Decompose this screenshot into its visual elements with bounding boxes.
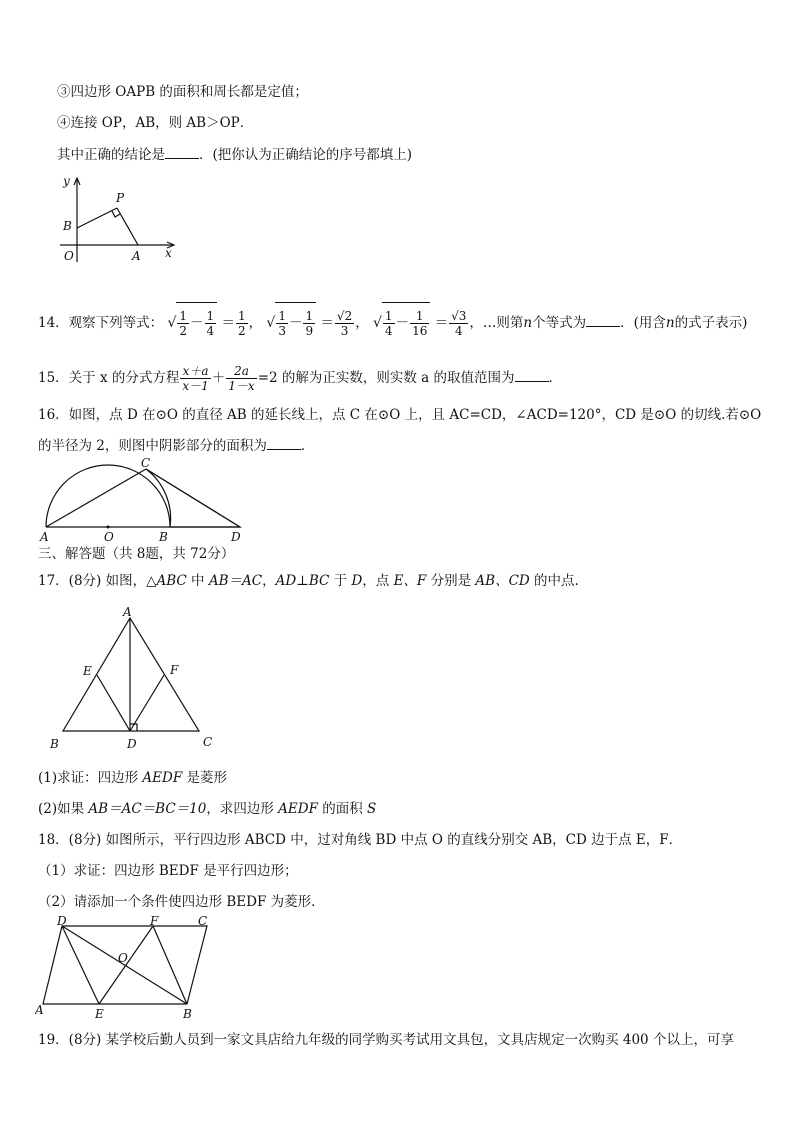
point-a-label: A bbox=[123, 605, 132, 619]
point-o-label: O bbox=[64, 249, 74, 263]
q17-sub2: (2)如果 AB＝AC＝BC＝10，求四边形 AEDF 的面积 S bbox=[38, 801, 377, 817]
point-c-label: C bbox=[203, 735, 213, 749]
point-d-label: D bbox=[127, 737, 137, 751]
q18-sub2: （2）请添加一个条件使四边形 BEDF 为菱形． bbox=[38, 894, 325, 910]
point-o-label: O bbox=[118, 951, 128, 965]
q16-figure bbox=[38, 457, 248, 547]
q17-sub1: (1)求证：四边形 AEDF 是菱形 bbox=[38, 770, 228, 786]
q18-stem: 18．(8分) 如图所示，平行四边形 ABCD 中，过对角线 BD 中点 O 的直线分别交 AB，CD 边于点 E，F． bbox=[38, 832, 683, 848]
answer-blank bbox=[165, 146, 199, 159]
q19-stem: 19．(8分) 某学校后勤人员到一家文具店给九年级的同学购买考试用文具包，文具店规定一次购买 400 个以上，可享 bbox=[38, 1032, 734, 1048]
point-e-label: E bbox=[95, 1007, 104, 1021]
point-f-label: F bbox=[170, 663, 179, 677]
q14-line: 14．观察下列等式： √ $\frac{1}{2}$ － $\frac{1}{4}$ ＝ $\frac{1}{2}$ ， √ $\frac{1}{3}$ － $\frac{1}{9}$ ＝ $\frac{√2}{3}$ ， √ $\frac{1}{4}$ － $\frac{1}{16}$ ＝ $\frac{√3}{4}$ ，…则第n个等式为 ．(用含n的式子表示) bbox=[38, 302, 747, 346]
point-e-label: E bbox=[83, 664, 92, 678]
answer-blank bbox=[267, 437, 301, 450]
point-b-label: B bbox=[63, 219, 72, 233]
q16-line2: 的半径为 2，则图中阴影部分的面积为 ． bbox=[38, 438, 315, 454]
q18-figure bbox=[35, 914, 215, 1022]
axis-y-label: y bbox=[63, 174, 70, 188]
q15-line: 15．关于 x 的分式方程 $\frac{x+a}{x-1}$ ＋ $\frac{2a}{1-x}$ =2 的解为正实数，则实数 a 的取值范围为 ． bbox=[38, 364, 563, 393]
point-b-label: B bbox=[183, 1007, 192, 1021]
q13-item4: ④连接 OP，AB，则 AB＞OP． bbox=[57, 115, 254, 131]
answer-blank bbox=[586, 314, 620, 327]
section-heading: 三、解答题（共 8题，共 72分） bbox=[38, 546, 235, 562]
point-a-label: A bbox=[132, 249, 141, 263]
point-c-label: C bbox=[141, 457, 151, 470]
point-b-label: B bbox=[159, 530, 168, 544]
point-d-label: D bbox=[231, 530, 241, 544]
point-c-label: C bbox=[198, 914, 208, 928]
point-o-label: O bbox=[104, 530, 114, 544]
q18-sub1: （1）求证：四边形 BEDF 是平行四边形； bbox=[38, 863, 298, 879]
point-f-label: F bbox=[150, 914, 159, 928]
q17-stem: 17．(8分) 如图，△ABC 中 AB＝AC，AD⊥BC 于 D，点 E、F 分别是 AB、CD 的中点. bbox=[38, 573, 579, 589]
point-a-label: A bbox=[40, 530, 49, 544]
q13-prompt: 其中正确的结论是 ．(把你认为正确结论的序号都填上) bbox=[57, 147, 413, 163]
answer-blank bbox=[515, 369, 549, 382]
q16-line1: 16．如图，点 D 在⊙O 的直径 AB 的延长线上，点 C 在⊙O 上，且 AC=CD，∠ACD=120°，CD 是⊙O 的切线.若⊙O bbox=[38, 407, 762, 423]
q13-item3: ③四边形 OAPB 的面积和周长都是定值； bbox=[57, 84, 308, 100]
point-b-label: B bbox=[50, 737, 59, 751]
point-d-label: D bbox=[57, 914, 67, 928]
point-a-label: A bbox=[35, 1003, 44, 1017]
q13-figure bbox=[55, 172, 180, 264]
q17-figure bbox=[45, 604, 225, 754]
axis-x-label: x bbox=[165, 246, 172, 260]
point-p-label: P bbox=[116, 191, 125, 205]
